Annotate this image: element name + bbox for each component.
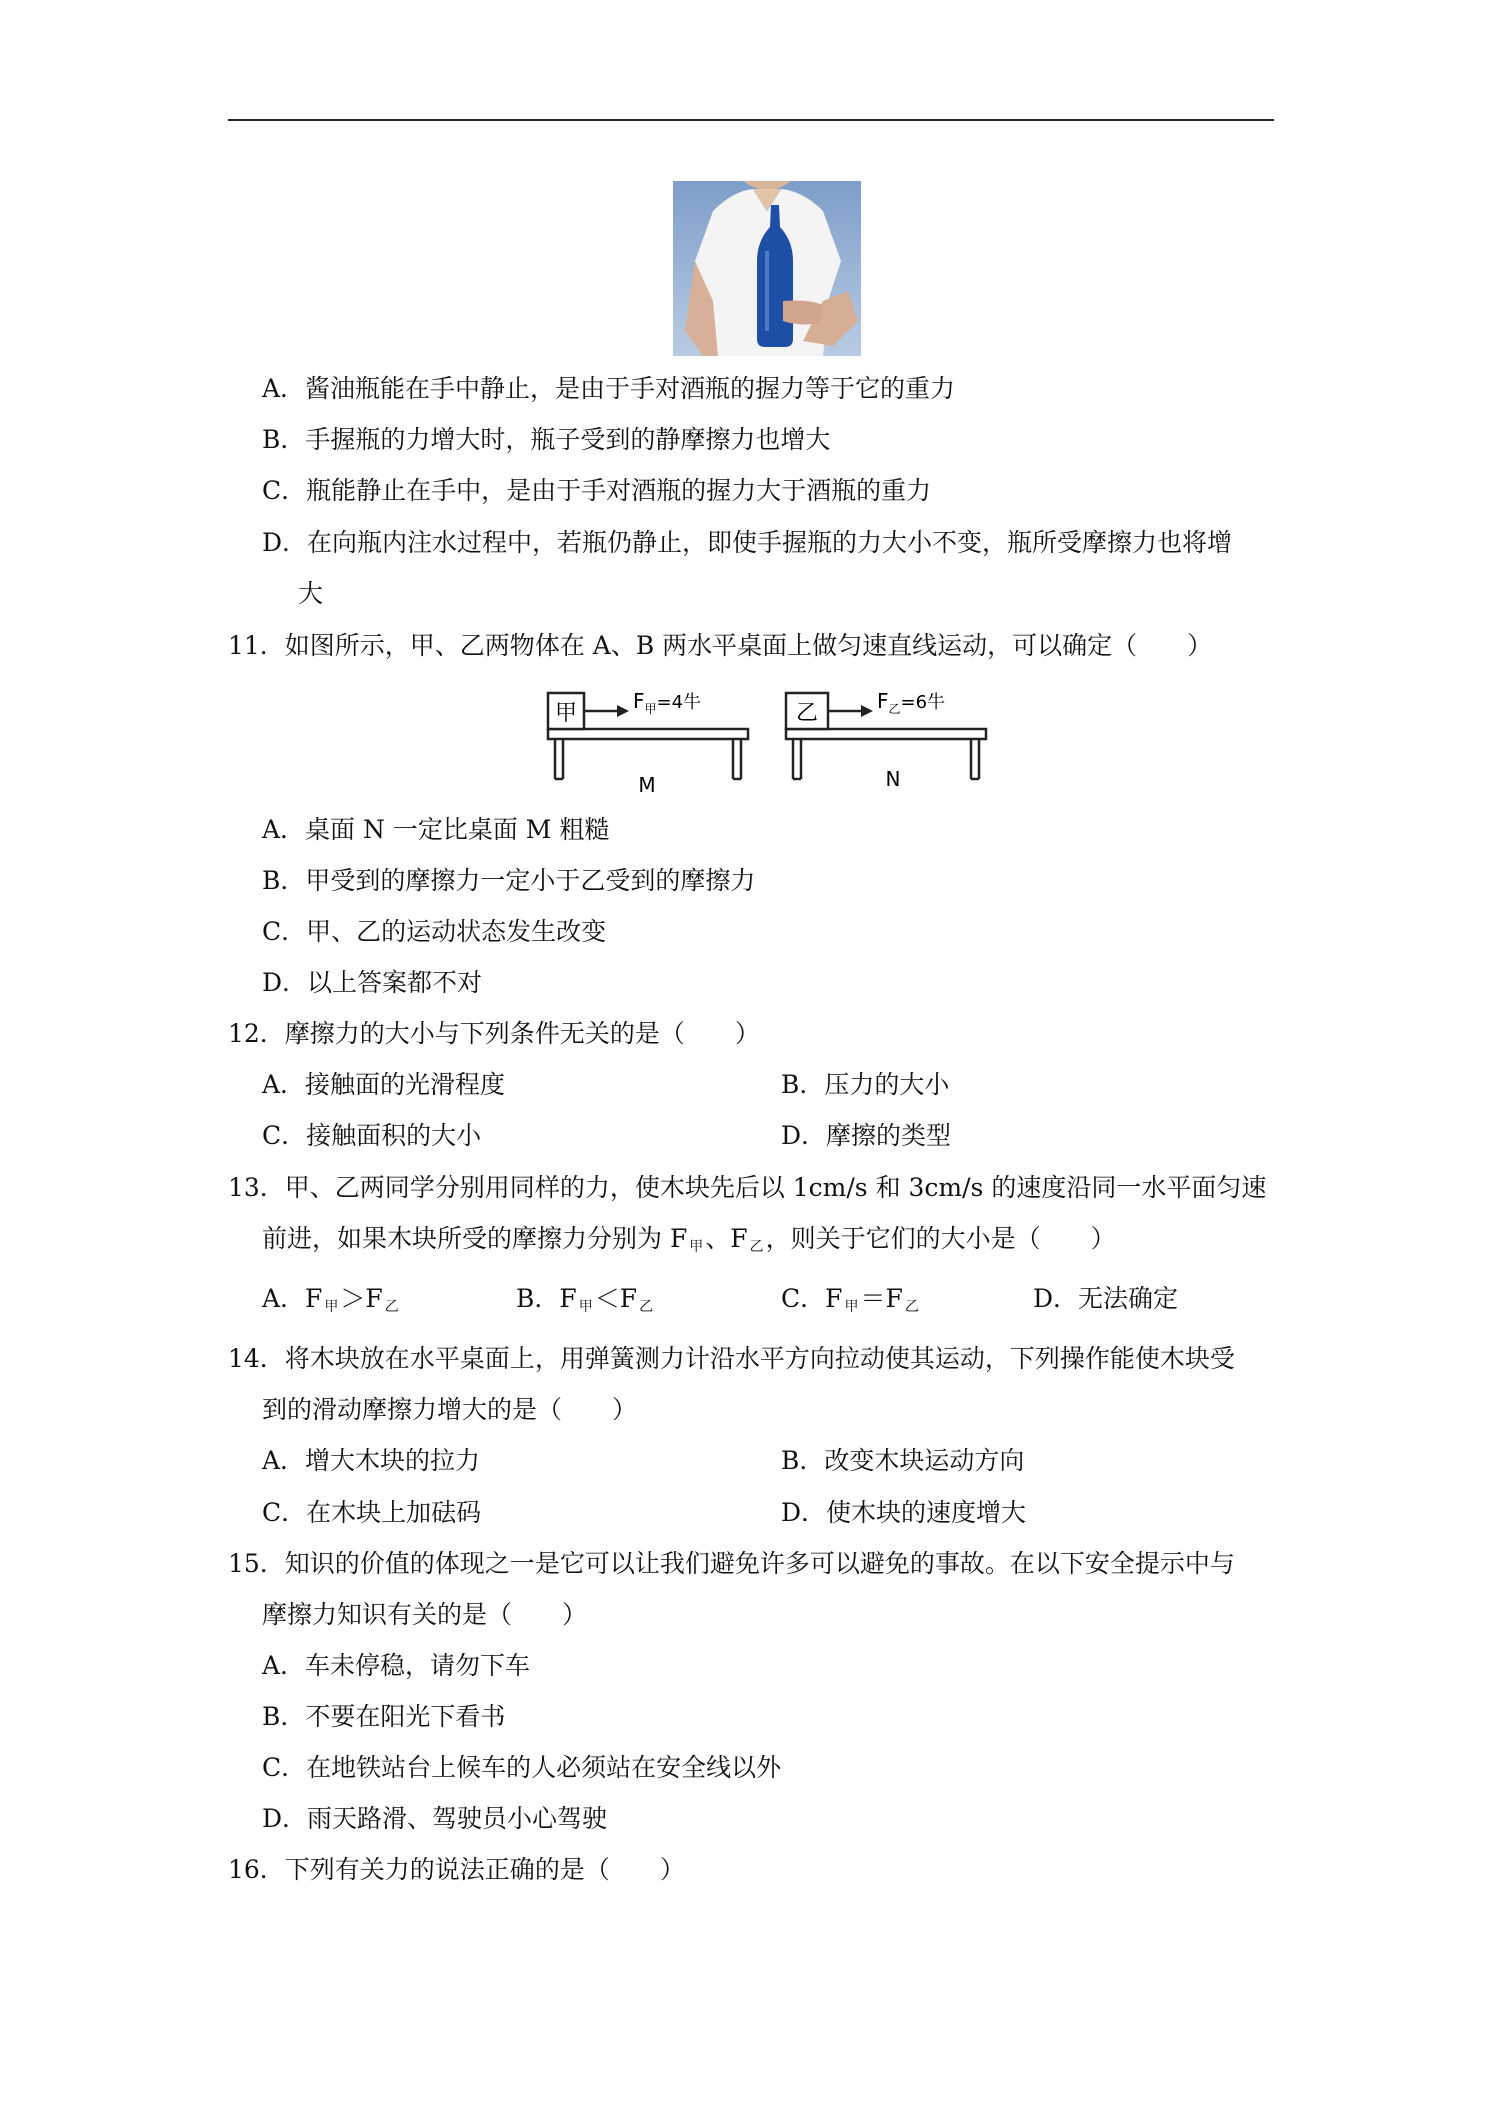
q15-option-a: A．车未停稳，请勿下车 [262, 1651, 531, 1680]
q11-stem: 11．如图所示，甲、乙两物体在 A、B 两水平桌面上做匀速直线运动，可以确定（ ） [228, 631, 1213, 660]
q13-option-c: C．F $_甲$＝F $_乙$ [781, 1284, 919, 1315]
q16-stem: 16．下列有关力的说法正确的是（ ） [228, 1855, 685, 1884]
header-rule [228, 119, 1274, 121]
q11-option-c: C．甲、乙的运动状态发生改变 [262, 917, 607, 946]
q10-option-a: A．酱油瓶能在手中静止，是由于手对酒瓶的握力等于它的重力 [262, 374, 956, 403]
q12-option-b: B．压力的大小 [781, 1070, 950, 1099]
q10-option-d-continued: 大 [298, 579, 324, 608]
q14-option-d: D．使木块的速度增大 [781, 1498, 1027, 1527]
q12-stem: 12．摩擦力的大小与下列条件无关的是（ ） [228, 1019, 760, 1048]
q10-option-c: C．瓶能静止在手中，是由于手对酒瓶的握力大于酒瓶的重力 [262, 476, 932, 505]
q14-stem-line1: 14．将木块放在水平桌面上，用弹簧测力计沿水平方向拉动使其运动，下列操作能使木块受 [228, 1344, 1235, 1373]
q15-stem-line2: 摩擦力知识有关的是（ ） [262, 1600, 588, 1629]
force-left-label: $F_甲=4$牛 [633, 689, 702, 716]
block-right-label: 乙 [795, 701, 819, 726]
q12-option-d: D．摩擦的类型 [781, 1121, 952, 1150]
bottle-photo [673, 181, 861, 356]
q13-stem-line1: 13．甲、乙两同学分别用同样的力，使木块先后以 1cm/s 和 3cm/s 的速度沿同一水平面匀速 [228, 1173, 1267, 1202]
q14-option-b: B．改变木块运动方向 [781, 1446, 1025, 1475]
block-left-label: 甲 [554, 701, 578, 726]
q11-option-b: B．甲受到的摩擦力一定小于乙受到的摩擦力 [262, 866, 756, 895]
q14-stem-line2: 到的滑动摩擦力增大的是（ ） [262, 1395, 638, 1424]
q10-option-b: B．手握瓶的力增大时，瓶子受到的静摩擦力也增大 [262, 425, 831, 454]
q13-option-d: D．无法确定 [1033, 1284, 1179, 1313]
q14-option-a: A．增大木块的拉力 [262, 1446, 481, 1475]
q12-option-a: A．接触面的光滑程度 [262, 1070, 506, 1099]
q10-option-d: D．在向瓶内注水过程中，若瓶仍静止，即使手握瓶的力大小不变，瓶所受摩擦力也将增 [262, 528, 1233, 557]
q15-option-d: D．雨天路滑、驾驶员小心驾驶 [262, 1804, 608, 1833]
table-left-label: M [638, 773, 656, 797]
q11-option-d: D．以上答案都不对 [262, 968, 483, 997]
force-arrow-left-head [617, 705, 629, 717]
q14-option-c: C．在木块上加砝码 [262, 1498, 482, 1527]
q11-option-a: A．桌面 N 一定比桌面 M 粗糙 [262, 815, 610, 844]
q15-option-c: C．在地铁站台上候车的人必须站在安全线以外 [262, 1753, 782, 1782]
q11-figure [545, 688, 991, 800]
force-arrow-right-head [861, 705, 873, 717]
table-right-label: N [885, 767, 901, 791]
q13-option-b: B．F $_甲$＜F $_乙$ [516, 1284, 654, 1315]
q15-option-b: B．不要在阳光下看书 [262, 1702, 506, 1731]
q12-option-c: C．接触面积的大小 [262, 1121, 482, 1150]
q13-option-a: A．F $_甲$＞F $_乙$ [262, 1284, 399, 1315]
force-right-label: $F_乙=6$牛 [877, 689, 946, 716]
q13-stem-line2: 前进，如果木块所受的摩擦力分别为 F $_甲$、F $_乙$，则关于它们的大小是（ ） [262, 1224, 1116, 1255]
q15-stem-line1: 15．知识的价值的体现之一是它可以让我们避免许多可以避免的事故。在以下安全提示中与 [228, 1549, 1235, 1578]
